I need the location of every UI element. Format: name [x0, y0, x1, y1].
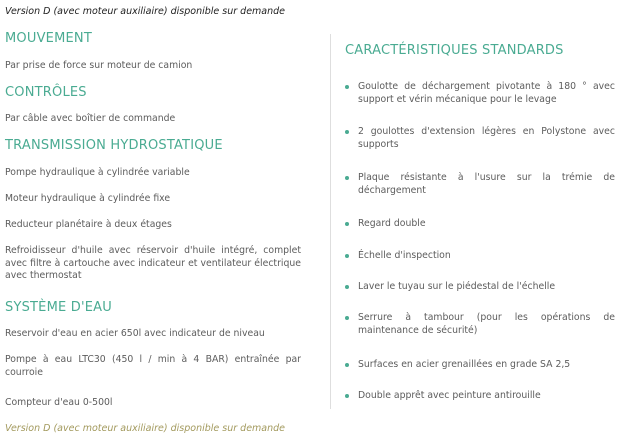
feature-text: Double apprêt avec peinture antirouille [358, 390, 541, 401]
bullet-icon [345, 176, 349, 180]
bullet-icon [345, 363, 349, 367]
spec-item: Compteur d'eau 0-500l [5, 397, 113, 408]
availability-note-top: Version D (avec moteur auxiliaire) disponible sur demande [5, 6, 286, 17]
bullet-icon [345, 85, 349, 89]
bullet-icon [345, 254, 349, 258]
spec-item: Pompe hydraulique à cylindrée variable [5, 167, 190, 178]
feature-text: Regard double [358, 218, 426, 229]
section-title-transmission: TRANSMISSION HYDROSTATIQUE [5, 138, 223, 153]
feature-text: Laver le tuyau sur le piédestal de l'échelle [358, 281, 556, 292]
feature-text: Goulotte de déchargement pivotante à 180 ° avec support et vérin mécanique pour le levage [358, 81, 615, 105]
feature-text: 2 goulottes d'extension légères en Polystone avec supports [358, 126, 615, 150]
spec-item: Refroidisseur d'huile avec réservoir d'huile intégré, complet avec filtre à cartouche avec indicateur et ventilateur électrique avec thermostat [5, 245, 301, 281]
spec-item: Par câble avec boîtier de commande [5, 113, 176, 124]
section-title-controles: CONTRÔLES [5, 85, 87, 100]
bullet-icon [345, 285, 349, 289]
bullet-icon [345, 394, 349, 398]
section-title-mouvement: MOUVEMENT [5, 31, 92, 46]
section-title-standards: CARACTÉRISTIQUES STANDARDS [345, 43, 564, 58]
column-divider [330, 34, 331, 409]
feature-text: Échelle d'inspection [358, 250, 451, 261]
bullet-icon [345, 130, 349, 134]
bullet-icon [345, 222, 349, 226]
section-title-systeme-eau: SYSTÈME D'EAU [5, 300, 112, 315]
availability-note-bottom: Version D (avec moteur auxiliaire) disponible sur demande [5, 423, 286, 434]
feature-text: Surfaces en acier grenaillées en grade SA 2,5 [358, 359, 571, 370]
spec-item: Moteur hydraulique à cylindrée fixe [5, 193, 171, 204]
bullet-icon [345, 316, 349, 320]
spec-item: Par prise de force sur moteur de camion [5, 60, 193, 71]
spec-item: Pompe à eau LTC30 (450 l / min à 4 BAR) entraînée par courroie [5, 354, 301, 378]
feature-text: Serrure à tambour (pour les opérations de maintenance de sécurité) [358, 312, 615, 336]
feature-text: Plaque résistante à l'usure sur la trémie de déchargement [358, 172, 615, 196]
spec-item: Reservoir d'eau en acier 650l avec indicateur de niveau [5, 328, 265, 339]
spec-item: Reducteur planétaire à deux étages [5, 219, 172, 230]
